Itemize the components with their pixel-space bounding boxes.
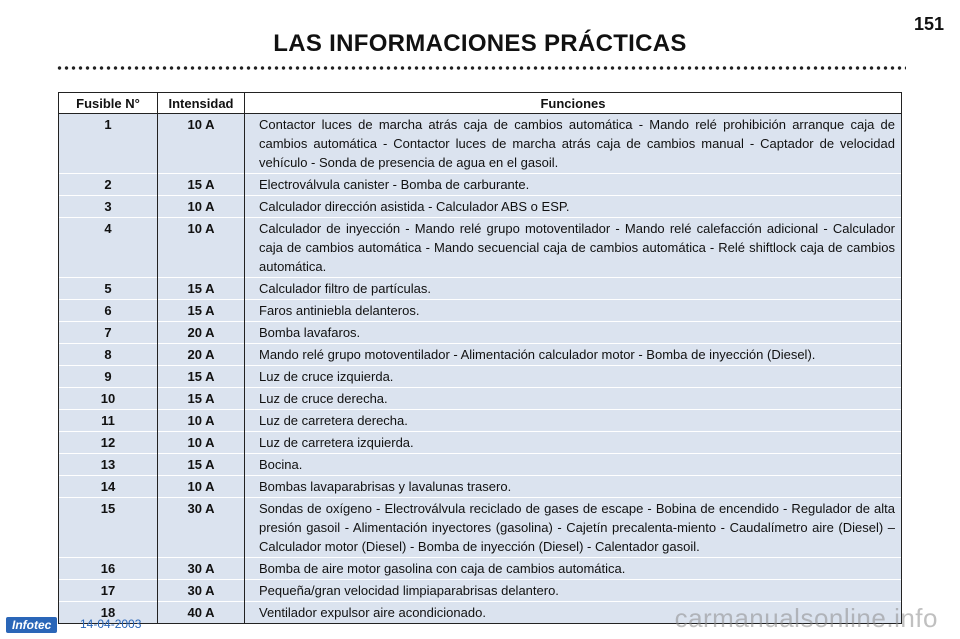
- fuse-number-cell: 5: [59, 278, 158, 300]
- intensity-cell: 10 A: [158, 196, 245, 218]
- functions-cell: Bomba de aire motor gasolina con caja de cambios automática.: [245, 558, 902, 580]
- table-row: [59, 174, 902, 196]
- functions-cell: Faros antiniebla delanteros.: [245, 300, 902, 322]
- page-title: LAS INFORMACIONES PRÁCTICAS: [273, 30, 687, 57]
- table-row: [59, 454, 902, 476]
- table-row: [59, 558, 902, 580]
- intensity-cell: 15 A: [158, 278, 245, 300]
- functions-cell: Bomba lavafaros.: [245, 322, 902, 344]
- functions-cell: Sondas de oxígeno - Electroválvula reciclado de gases de escape - Bobina de encendido - Regulador de alta presión gasoil - Alimentación inyectores (gasolina) - Cajetín precalenta-miento - Caudalímetro aire (Diesel) – Calculador motor (Diesel) - Bomba de inyección (Diesel) - Calentador gasoil.: [245, 498, 902, 558]
- intensity-cell: 15 A: [158, 300, 245, 322]
- table-row: [59, 498, 902, 558]
- table-row: [59, 388, 902, 410]
- page-number: 151: [913, 14, 944, 34]
- functions-cell: Pequeña/gran velocidad limpiaparabrisas delantero.: [245, 580, 902, 602]
- intensity-cell: 30 A: [158, 558, 245, 580]
- infotec-logo: Infotec: [6, 617, 57, 633]
- fuse-number-cell: 17: [59, 580, 158, 602]
- fuse-number-cell: 2: [59, 174, 158, 196]
- fuse-number-cell: 11: [59, 410, 158, 432]
- intensity-cell: 20 A: [158, 322, 245, 344]
- functions-cell: Calculador de inyección - Mando relé grupo motoventilador - Mando relé calefacción adicional - Calculador caja de cambios automática - Mando secuencial caja de cambios automática - Relé shiftlock caja de cambios automática.: [245, 218, 902, 278]
- table-row: [59, 366, 902, 388]
- intensity-cell: 40 A: [158, 602, 245, 624]
- fuse-number-cell: 7: [59, 322, 158, 344]
- table-row: [59, 114, 902, 174]
- fuse-number-cell: 13: [59, 454, 158, 476]
- header-functions: Funciones: [245, 93, 902, 114]
- table-row: [59, 300, 902, 322]
- fuse-number-cell: 3: [59, 196, 158, 218]
- fuse-number-cell: 14: [59, 476, 158, 498]
- fuse-number-cell: 6: [59, 300, 158, 322]
- functions-cell: Electroválvula canister - Bomba de carburante.: [245, 174, 902, 196]
- functions-cell: Luz de carretera derecha.: [245, 410, 902, 432]
- table-row: [59, 218, 902, 278]
- intensity-cell: 30 A: [158, 498, 245, 558]
- table-row: [59, 432, 902, 454]
- intensity-cell: 30 A: [158, 580, 245, 602]
- functions-cell: Bombas lavaparabrisas y lavalunas trasero.: [245, 476, 902, 498]
- functions-cell: Luz de cruce derecha.: [245, 388, 902, 410]
- table-row: [59, 278, 902, 300]
- table-row: [59, 196, 902, 218]
- fuse-number-cell: 10: [59, 388, 158, 410]
- functions-cell: Contactor luces de marcha atrás caja de cambios automática - Mando relé prohibición arranque caja de cambios automática - Contactor luces de marcha atrás caja de cambios manual - Captador de velocidad vehículo - Sonda de presencia de agua en el gasoil.: [245, 114, 902, 174]
- intensity-cell: 10 A: [158, 114, 245, 174]
- footer-date: 14-04-2003: [80, 617, 142, 631]
- intensity-cell: 15 A: [158, 366, 245, 388]
- functions-cell: Ventilador expulsor aire acondicionado.: [245, 602, 902, 624]
- table-row: [59, 344, 902, 366]
- fuse-table: [58, 92, 902, 624]
- functions-cell: Calculador filtro de partículas.: [245, 278, 902, 300]
- fuse-number-cell: 16: [59, 558, 158, 580]
- dotted-divider: [56, 65, 906, 71]
- intensity-cell: 15 A: [158, 388, 245, 410]
- functions-cell: Luz de cruce izquierda.: [245, 366, 902, 388]
- fuse-number-cell: 4: [59, 218, 158, 278]
- fuse-number-cell: 1: [59, 114, 158, 174]
- table-row: [59, 410, 902, 432]
- functions-cell: Calculador dirección asistida - Calculador ABS o ESP.: [245, 196, 902, 218]
- header-fuse-number: Fusible N°: [59, 93, 158, 114]
- fuse-number-cell: 9: [59, 366, 158, 388]
- intensity-cell: 10 A: [158, 410, 245, 432]
- table-row: [59, 580, 902, 602]
- table-row: [59, 322, 902, 344]
- functions-cell: Bocina.: [245, 454, 902, 476]
- fuse-number-cell: 15: [59, 498, 158, 558]
- table-header-row: [59, 93, 902, 114]
- fuse-number-cell: 18: [59, 602, 158, 624]
- header-intensity: Intensidad: [158, 93, 245, 114]
- functions-cell: Mando relé grupo motoventilador - Alimentación calculador motor - Bomba de inyección (Diesel).: [245, 344, 902, 366]
- intensity-cell: 10 A: [158, 218, 245, 278]
- intensity-cell: 10 A: [158, 432, 245, 454]
- watermark: carmanualsonline.info: [674, 603, 938, 633]
- intensity-cell: 10 A: [158, 476, 245, 498]
- intensity-cell: 20 A: [158, 344, 245, 366]
- fuse-number-cell: 12: [59, 432, 158, 454]
- fuse-number-cell: 8: [59, 344, 158, 366]
- intensity-cell: 15 A: [158, 454, 245, 476]
- fuse-table-body: [59, 114, 902, 624]
- table-row: [59, 476, 902, 498]
- functions-cell: Luz de carretera izquierda.: [245, 432, 902, 454]
- intensity-cell: 15 A: [158, 174, 245, 196]
